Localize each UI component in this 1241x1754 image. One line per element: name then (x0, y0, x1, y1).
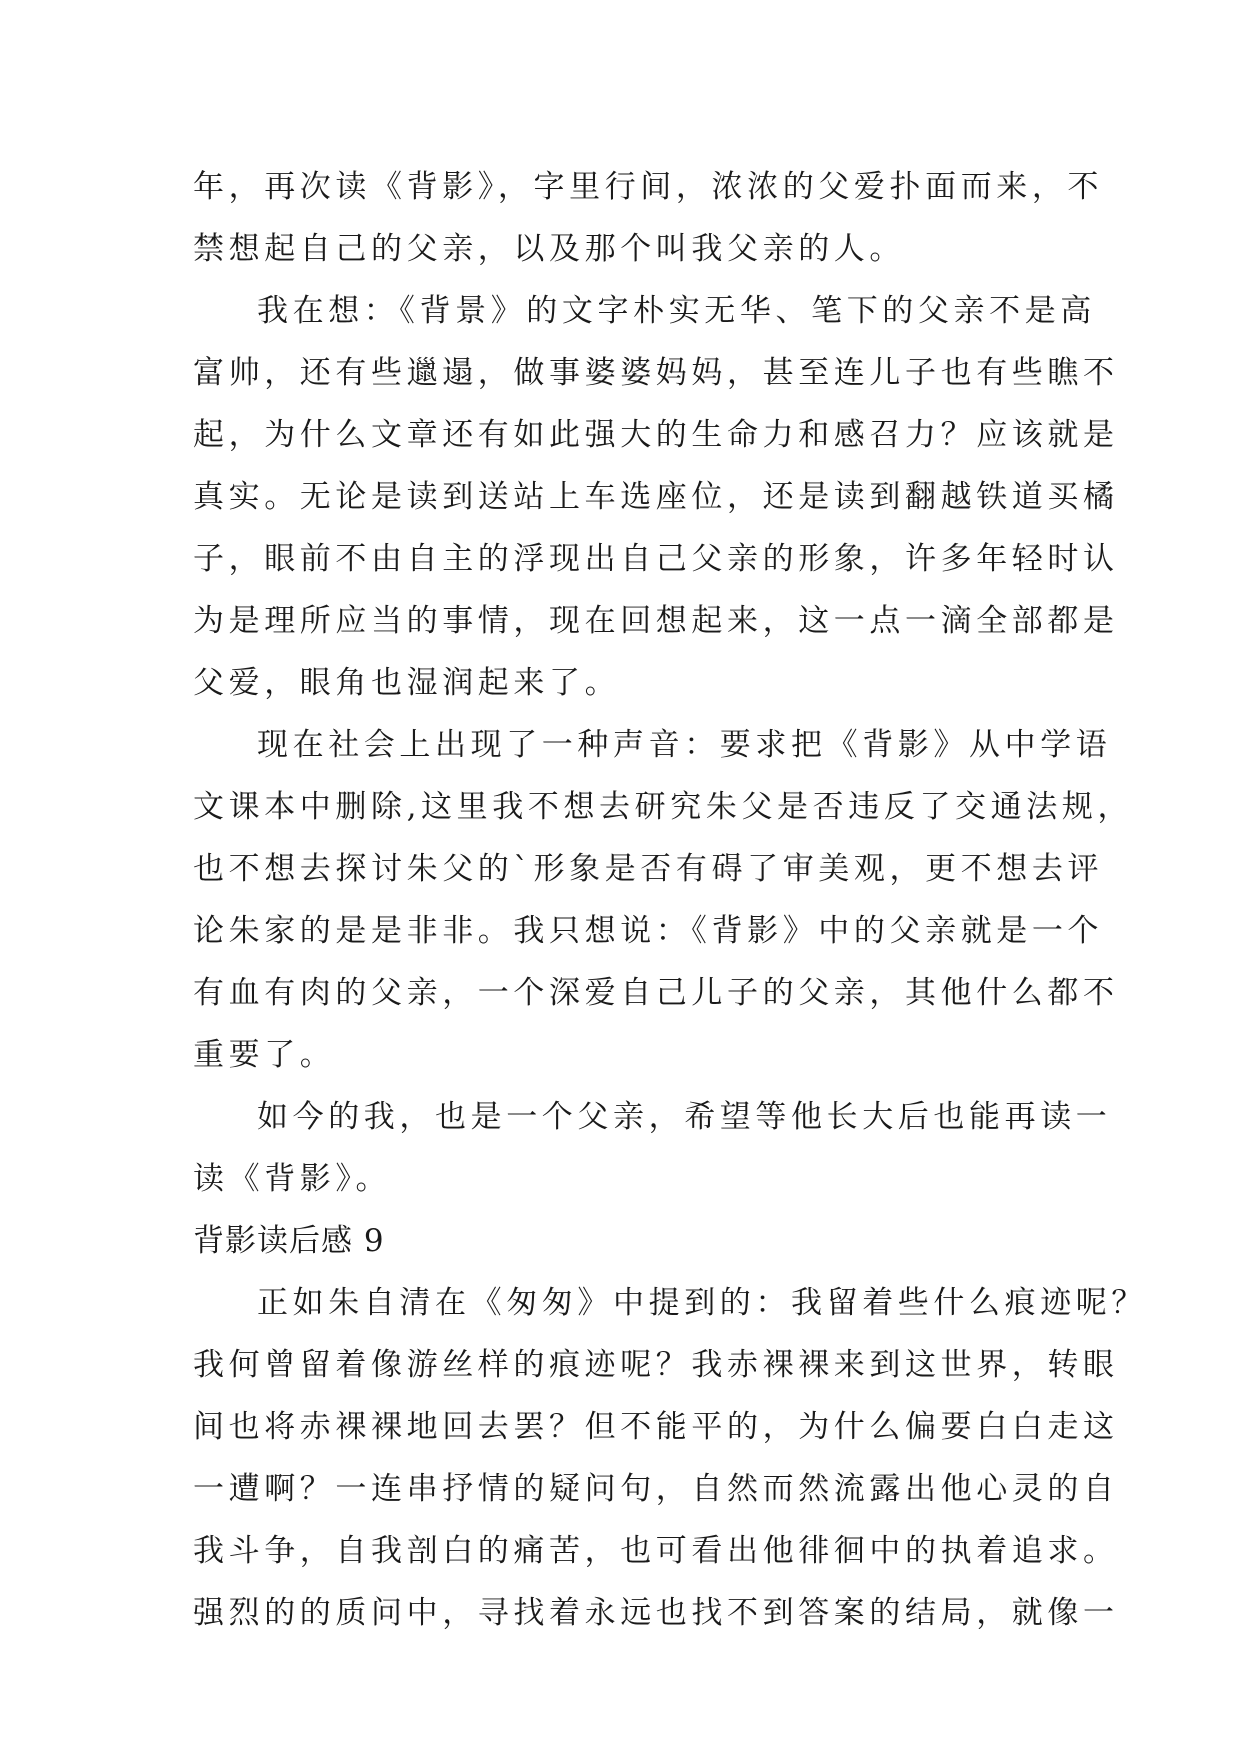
paragraph-start-line: 我在想：《背景》的文字朴实无华、笔下的父亲不是高 (257, 293, 1096, 329)
text-line: 子，眼前不由自主的浮现出自己父亲的形象，许多年轻时认 (193, 541, 1119, 577)
text-line: 读《背影》。 (193, 1161, 392, 1197)
paragraph-start-line: 正如朱自清在《匆匆》中提到的：我留着些什么痕迹呢？ (257, 1285, 1147, 1321)
text-line: 也不想去探讨朱父的`形象是否有碍了审美观，更不想去评 (193, 851, 1104, 887)
text-line: 起，为什么文章还有如此强大的生命力和感召力？应该就是 (193, 417, 1119, 453)
text-line: 我何曾留着像游丝样的痕迹呢？我赤裸裸来到这世界，转眼 (193, 1347, 1119, 1383)
text-line: 年，再次读《背影》，字里行间，浓浓的父爱扑面而来，不 (193, 169, 1104, 205)
text-line: 我斗争，自我剖白的痛苦，也可看出他徘徊中的执着追求。 (193, 1533, 1119, 1569)
text-line: 真实。无论是读到送站上车选座位，还是读到翻越铁道买橘 (193, 479, 1119, 515)
text-line: 为是理所应当的事情，现在回想起来，这一点一滴全部都是 (193, 603, 1119, 639)
text-line: 禁想起自己的父亲，以及那个叫我父亲的人。 (193, 231, 905, 267)
text-line: 父爱，眼角也湿润起来了。 (193, 665, 621, 701)
document-page (193, 156, 1147, 1644)
text-line: 重要了。 (193, 1037, 336, 1073)
text-line: 强烈的的质问中，寻找着永远也找不到答案的结局，就像一 (193, 1595, 1119, 1631)
paragraph-start-line: 现在社会上出现了一种声音：要求把《背影》从中学语 (257, 727, 1112, 763)
text-line: 富帅，还有些邋遢，做事婆婆妈妈，甚至连儿子也有些瞧不 (193, 355, 1119, 391)
section-heading: 背影读后感 9 (193, 1223, 385, 1259)
text-line: 间也将赤裸裸地回去罢？但不能平的，为什么偏要白白走这 (193, 1409, 1119, 1445)
text-line: 一遭啊？一连串抒情的疑问句，自然而然流露出他心灵的自 (193, 1471, 1119, 1507)
text-line: 文课本中删除,这里我不想去研究朱父是否违反了交通法规， (193, 789, 1134, 825)
text-line: 论朱家的是是非非。我只想说：《背影》中的父亲就是一个 (193, 913, 1104, 949)
text-line: 有血有肉的父亲，一个深爱自己儿子的父亲，其他什么都不 (193, 975, 1119, 1011)
paragraph-start-line: 如今的我，也是一个父亲，希望等他长大后也能再读一 (257, 1099, 1112, 1135)
